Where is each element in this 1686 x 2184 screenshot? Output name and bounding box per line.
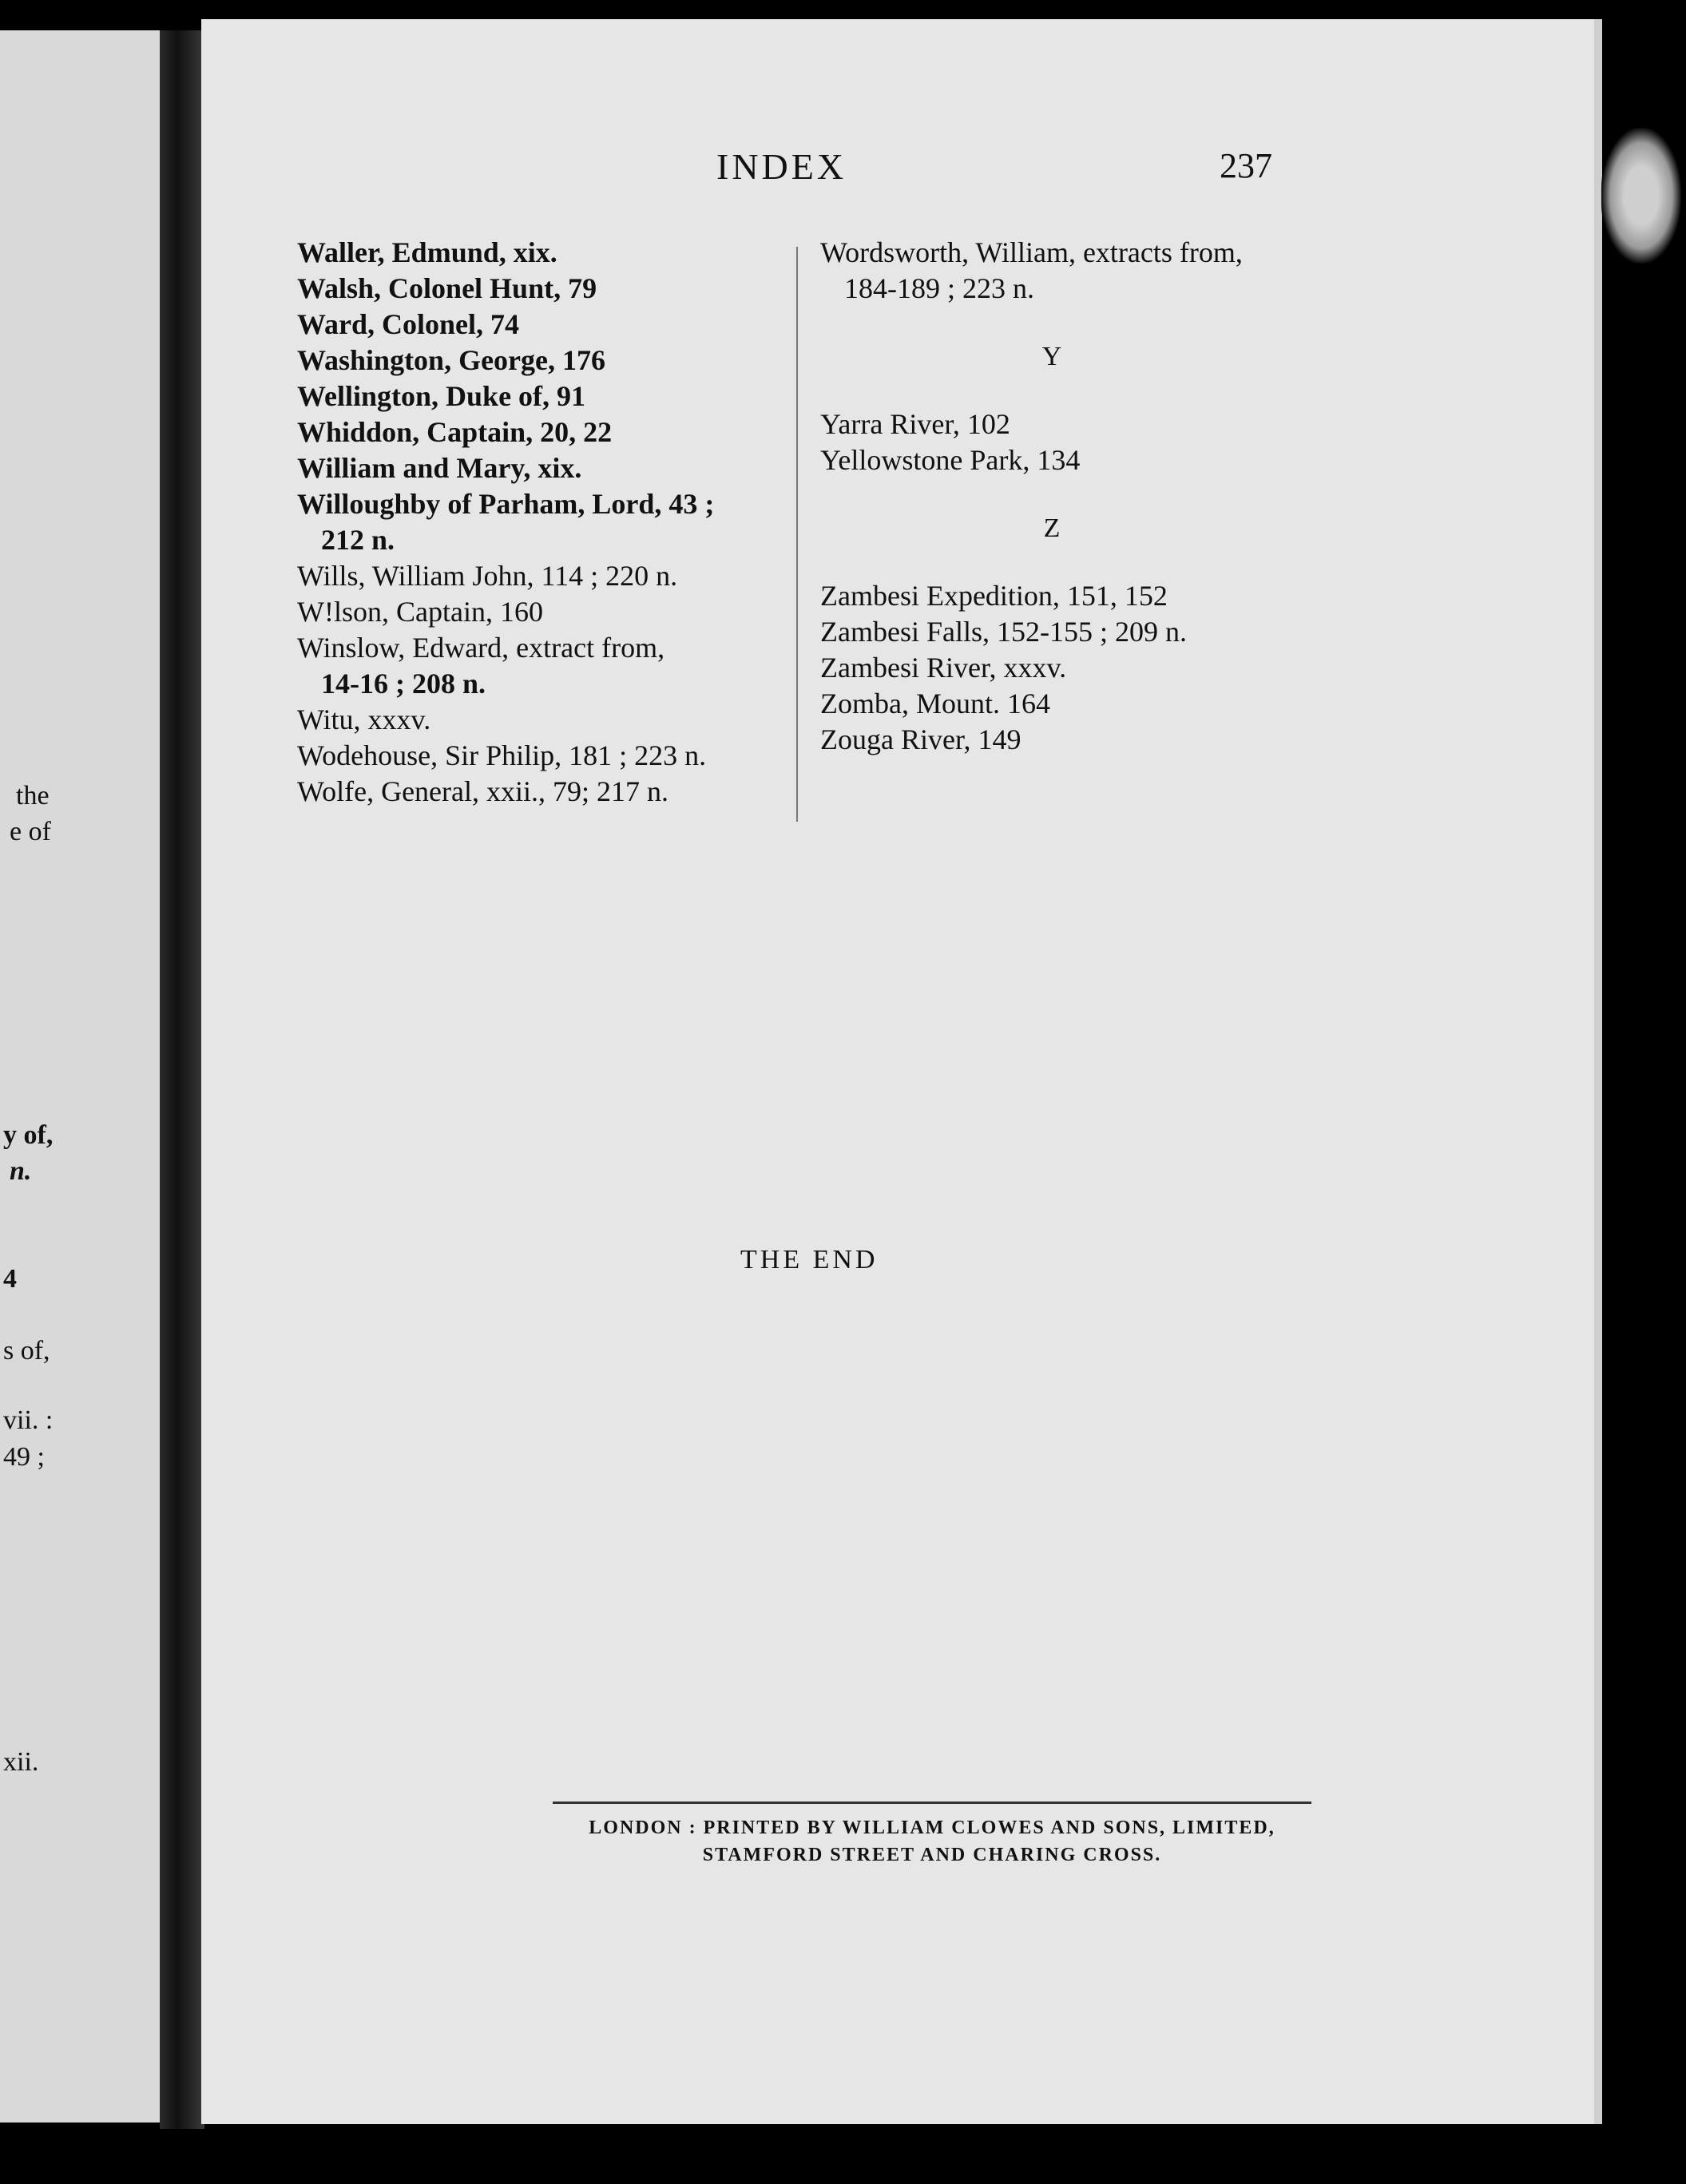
index-column-left — [297, 235, 776, 810]
index-entry: W!lson, Captain, 160 — [297, 596, 543, 628]
index-entry: Wellington, Duke of, 91 — [297, 380, 586, 412]
left-page-fragment: s of, — [3, 1336, 50, 1365]
paper-damage — [1601, 128, 1681, 264]
left-page-fragment: xii. — [3, 1747, 39, 1777]
index-entry: Yarra River, 102 — [820, 408, 1010, 440]
index-entry: Witu, xxxv. — [297, 704, 431, 735]
index-entry-continuation: 184-189 ; 223 n. — [844, 272, 1034, 304]
index-entry: Willoughby of Parham, Lord, 43 ; — [297, 488, 715, 520]
index-column-right — [820, 235, 1315, 758]
left-page-fragment: vii. : — [3, 1405, 54, 1435]
index-entry: Zambesi Falls, 152-155 ; 209 n. — [820, 616, 1187, 648]
column-divider — [796, 247, 798, 822]
index-entry: Waller, Edmund, xix. — [297, 236, 557, 268]
index-page — [201, 19, 1594, 2124]
index-entry: Winslow, Edward, extract from, — [297, 632, 665, 664]
index-entry: Zambesi River, xxxv. — [820, 652, 1067, 684]
page-edge — [1594, 19, 1602, 2124]
index-entry: Wodehouse, Sir Philip, 181 ; 223 n. — [297, 739, 707, 771]
page-title: INDEX — [716, 146, 847, 187]
left-page-fragment: e of — [10, 817, 51, 846]
left-page — [0, 30, 169, 2123]
index-entry: Wills, William John, 114 ; 220 n. — [297, 560, 678, 592]
index-entry: Washington, George, 176 — [297, 344, 606, 376]
index-entry: Wordsworth, William, extracts from, — [820, 236, 1243, 268]
left-page-fragment: y of, — [3, 1120, 54, 1150]
index-entry: William and Mary, xix. — [297, 452, 582, 484]
printer-imprint-line-2: STAMFORD STREET AND CHARING CROSS. — [702, 1845, 1162, 1865]
the-end: THE END — [740, 1245, 879, 1274]
index-entry: Zomba, Mount. 164 — [820, 688, 1050, 719]
imprint-rule — [553, 1802, 1311, 1804]
index-entry: Yellowstone Park, 134 — [820, 444, 1081, 476]
index-entry: Zambesi Expedition, 151, 152 — [820, 580, 1168, 612]
index-entry: Zouga River, 149 — [820, 723, 1022, 755]
section-letter-z: Z — [1043, 513, 1061, 543]
left-page-fragment: 4 — [3, 1264, 17, 1294]
left-page-fragment: 49 ; — [3, 1442, 45, 1472]
index-entry-continuation: 14-16 ; 208 n. — [321, 668, 486, 700]
book-binding — [160, 30, 204, 2129]
printer-imprint-line-1: LONDON : PRINTED BY WILLIAM CLOWES AND SONS, LIMITED, — [589, 1817, 1275, 1838]
index-entry: Ward, Colonel, 74 — [297, 308, 520, 340]
index-entry: Whiddon, Captain, 20, 22 — [297, 416, 613, 448]
left-page-fragment: the — [16, 781, 50, 811]
left-page-fragment: n. — [10, 1156, 32, 1186]
index-entry: Wolfe, General, xxii., 79; 217 n. — [297, 775, 668, 807]
index-entry-continuation: 212 n. — [321, 524, 395, 556]
index-entry: Walsh, Colonel Hunt, 79 — [297, 272, 597, 304]
page-number: 237 — [1220, 146, 1272, 185]
section-letter-y: Y — [1041, 342, 1062, 371]
